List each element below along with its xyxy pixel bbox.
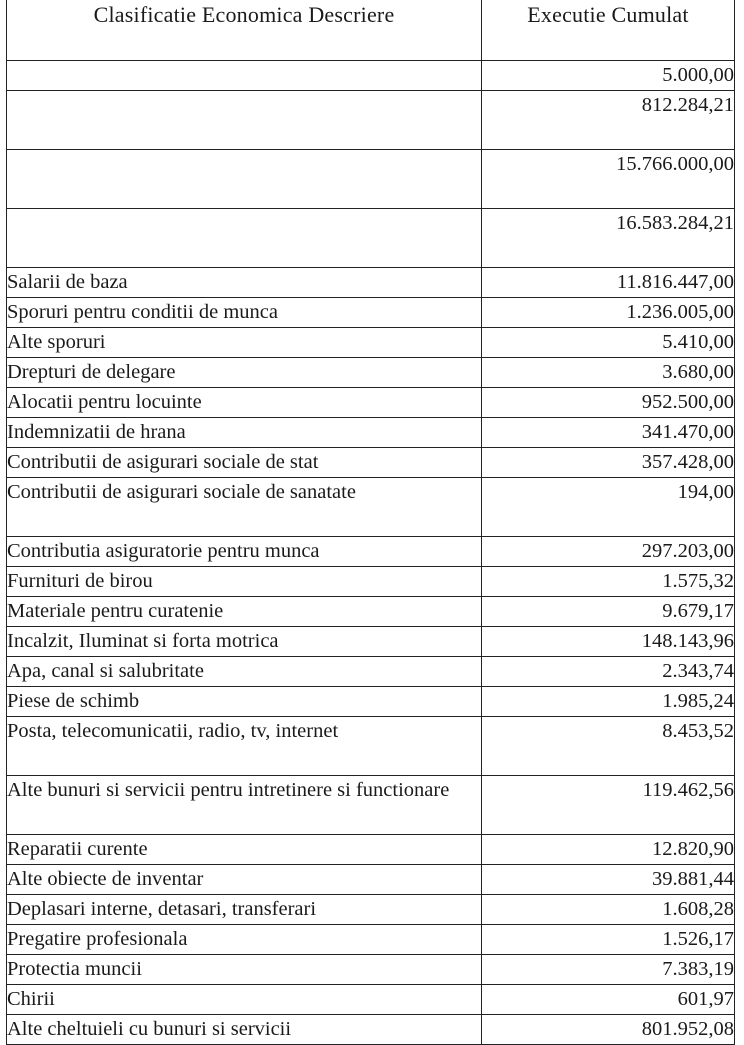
summary-row <box>7 91 735 150</box>
row-description: Contributia asiguratorie pentru munca <box>7 537 482 567</box>
table-row <box>7 687 735 717</box>
budget-execution-table <box>6 0 735 1045</box>
row-value: 297.203,00 <box>482 537 735 567</box>
summary-row <box>7 150 735 209</box>
row-value: 119.462,56 <box>482 776 735 835</box>
row-value: 341.470,00 <box>482 418 735 448</box>
detail-rows <box>7 268 735 1045</box>
row-description <box>7 150 482 209</box>
table-row <box>7 925 735 955</box>
table-row <box>7 418 735 448</box>
row-description: Materiale pentru curatenie <box>7 597 482 627</box>
table-header-row <box>7 0 735 61</box>
table-row <box>7 627 735 657</box>
table-row <box>7 835 735 865</box>
row-value: 801.952,08 <box>482 1015 735 1045</box>
row-description <box>7 209 482 268</box>
table-row <box>7 448 735 478</box>
row-value: 2.343,74 <box>482 657 735 687</box>
row-value: 1.575,32 <box>482 567 735 597</box>
row-description: Furnituri de birou <box>7 567 482 597</box>
row-description: Alte cheltuieli cu bunuri si servicii <box>7 1015 482 1045</box>
row-description: Indemnizatii de hrana <box>7 418 482 448</box>
header-value: Executie Cumulat <box>482 0 735 61</box>
row-description: Contributii de asigurari sociale de sanatate <box>7 478 482 537</box>
row-description: Apa, canal si salubritate <box>7 657 482 687</box>
table-row <box>7 328 735 358</box>
table-row <box>7 657 735 687</box>
table-row <box>7 298 735 328</box>
row-value: 194,00 <box>482 478 735 537</box>
row-description: Sporuri pentru conditii de munca <box>7 298 482 328</box>
table-row <box>7 776 735 835</box>
row-description: Protectia muncii <box>7 955 482 985</box>
row-description: Alte bunuri si servicii pentru intretinere si functionare <box>7 776 482 835</box>
summary-row <box>7 209 735 268</box>
row-description: Reparatii curente <box>7 835 482 865</box>
table-row <box>7 537 735 567</box>
table-row <box>7 1015 735 1045</box>
row-description: Salarii de baza <box>7 268 482 298</box>
row-description <box>7 91 482 150</box>
row-description <box>7 61 482 91</box>
table-row <box>7 388 735 418</box>
row-value: 148.143,96 <box>482 627 735 657</box>
table-row <box>7 865 735 895</box>
row-description: Drepturi de delegare <box>7 358 482 388</box>
row-value: 12.820,90 <box>482 835 735 865</box>
table-row <box>7 985 735 1015</box>
table-row <box>7 955 735 985</box>
row-description: Contributii de asigurari sociale de stat <box>7 448 482 478</box>
row-value: 16.583.284,21 <box>482 209 735 268</box>
row-description: Piese de schimb <box>7 687 482 717</box>
summary-row <box>7 61 735 91</box>
row-value: 812.284,21 <box>482 91 735 150</box>
row-value: 1.985,24 <box>482 687 735 717</box>
row-value: 8.453,52 <box>482 717 735 776</box>
table-row <box>7 478 735 537</box>
row-description: Incalzit, Iluminat si forta motrica <box>7 627 482 657</box>
row-value: 1.236.005,00 <box>482 298 735 328</box>
row-value: 3.680,00 <box>482 358 735 388</box>
row-value: 11.816.447,00 <box>482 268 735 298</box>
row-value: 952.500,00 <box>482 388 735 418</box>
table-row <box>7 717 735 776</box>
header-description: Clasificatie Economica Descriere <box>7 0 482 61</box>
row-description: Deplasari interne, detasari, transferari <box>7 895 482 925</box>
row-value: 9.679,17 <box>482 597 735 627</box>
row-description: Alte obiecte de inventar <box>7 865 482 895</box>
row-description: Alocatii pentru locuinte <box>7 388 482 418</box>
row-description: Chirii <box>7 985 482 1015</box>
row-value: 601,97 <box>482 985 735 1015</box>
row-description: Alte sporuri <box>7 328 482 358</box>
row-value: 1.526,17 <box>482 925 735 955</box>
row-value: 5.000,00 <box>482 61 735 91</box>
table-row <box>7 597 735 627</box>
row-value: 1.608,28 <box>482 895 735 925</box>
table-row <box>7 268 735 298</box>
row-description: Pregatire profesionala <box>7 925 482 955</box>
row-value: 15.766.000,00 <box>482 150 735 209</box>
row-value: 5.410,00 <box>482 328 735 358</box>
table-row <box>7 358 735 388</box>
table-row <box>7 567 735 597</box>
row-value: 7.383,19 <box>482 955 735 985</box>
row-value: 39.881,44 <box>482 865 735 895</box>
row-description: Posta, telecomunicatii, radio, tv, internet <box>7 717 482 776</box>
row-value: 357.428,00 <box>482 448 735 478</box>
table-row <box>7 895 735 925</box>
